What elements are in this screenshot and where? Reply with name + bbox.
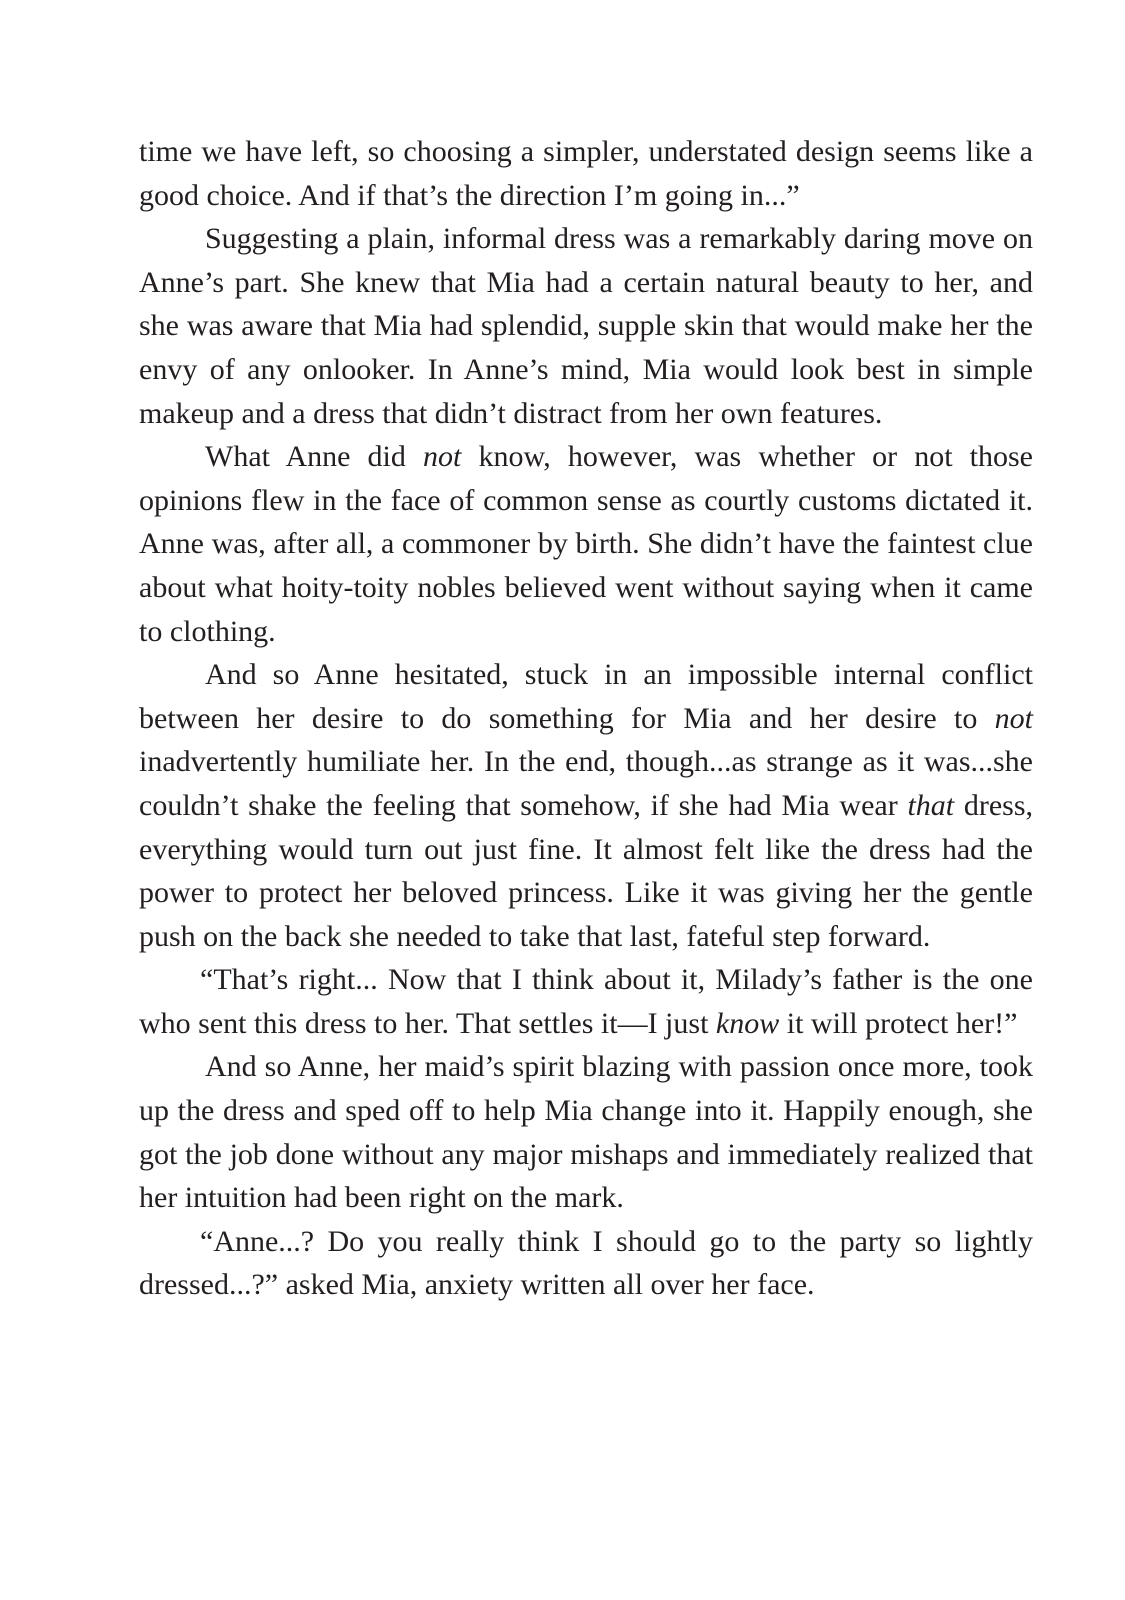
text-segment: “Anne...? Do you really think I should go to the party so lightly dressed...?” asked Mia, anxiety written all over her face. xyxy=(139,1224,1033,1302)
text-segment: time we have left, so choosing a simpler, understated design seems like a good choice. And if that’s the direction I’m going in...” xyxy=(139,135,1033,212)
paragraph-4 xyxy=(139,653,1033,958)
text-segment: What Anne did xyxy=(205,440,424,474)
paragraph-2 xyxy=(139,217,1033,435)
page-body xyxy=(139,130,1033,1307)
paragraph-5 xyxy=(139,958,1033,1045)
text-segment: inadvertently humiliate her. In the end, though...as strange as it was...she couldn’t shake the feeling that somehow, if she had Mia wear xyxy=(139,745,1033,822)
text-segment: “That’s right... Now that I think about it, Milady’s father is the one who sent this dress to her. That settles it—I just xyxy=(139,963,1033,1040)
emphasis-text: that xyxy=(907,788,955,822)
text-segment: Suggesting a plain, informal dress was a remarkably daring move on Anne’s part. She knew that Mia had a certain natural beauty to her, and she was aware that Mia had splendid, supple skin that would make her the envy of any onlooker. In Anne’s mind, Mia would look best in simple makeup and a dress that didn’t distract from her own features. xyxy=(139,222,1033,430)
paragraph-6 xyxy=(139,1045,1033,1219)
emphasis-text: not xyxy=(994,701,1033,735)
paragraph-7 xyxy=(139,1220,1033,1307)
text-segment: dress, everything would turn out just fine. It almost felt like the dress had the power to protect her beloved princess. Like it was giving her the gentle push on the back she needed to take that last, fateful step forward. xyxy=(139,788,1034,953)
emphasis-text: know xyxy=(715,1006,780,1040)
text-segment: it will protect her!” xyxy=(779,1006,1018,1040)
text-segment: know, however, was whether or not those opinions flew in the face of common sense as courtly customs dictated it. Anne was, after all, a commoner by birth. She didn’t have the faintest clue about what hoity-toity nobles believed went without saying when it came to clothing. xyxy=(139,440,1033,648)
text-segment: And so Anne, her maid’s spirit blazing with passion once more, took up the dress and sped off to help Mia change into it. Happily enough, she got the job done without any major mishaps and immediately realized that her intuition had been right on the mark. xyxy=(139,1050,1033,1215)
paragraph-3 xyxy=(139,435,1033,653)
emphasis-text: not xyxy=(423,440,462,474)
paragraph-1 xyxy=(139,130,1033,217)
text-segment: And so Anne hesitated, stuck in an impossible internal conflict between her desire to do something for Mia and her desire to xyxy=(139,658,1033,735)
